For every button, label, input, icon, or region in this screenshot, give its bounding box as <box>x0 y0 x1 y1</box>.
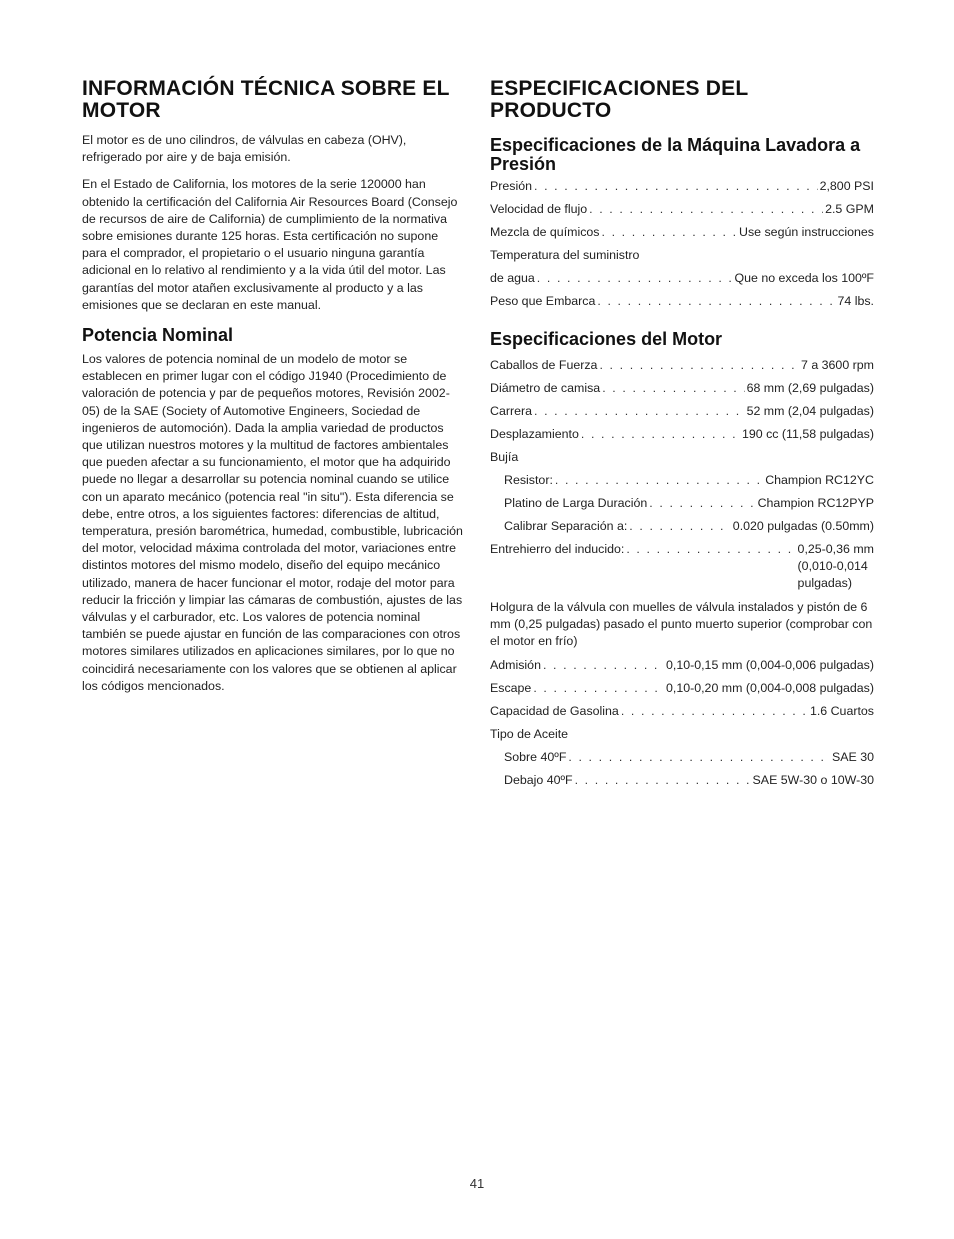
spec-row-temp-line1: Temperatura del suministro <box>490 248 640 262</box>
entrehierro-value-mm: 0,25-0,36 mm <box>797 542 874 556</box>
spec-row-presion: Presión . . . 2,800 PSI <box>490 178 874 201</box>
entrehierro-value-in: (0,010-0,014 <box>797 559 868 574</box>
potencia-nominal-paragraph: Los valores de potencia nominal de un modelo de motor se establecen en primer lugar con el código J1940 (Procedimiento de valoración de potencia y par de pequeños motores, Revisión 2002-05) de la SAE (Society of Automotive Engineers, Sociedad de ingenieros de automoción). Dada la amplia variedad de productos que utilizan nuestros motores y la multitud de factores ambientales que pueden afectar a su funcionamiento, el motor que ha adquirido puede no llegar a desarrollar su potencia nominal cuando se utilice con un aparato mecánico (potencia real "in situ"). Esta diferencia se debe, entre otros, a los siguientes factores: diferencias de altitud, temperatura, presión barométrica, humedad, combustible, lubricación del motor, velocidad máxima controlada del motor, variaciones entre distintos motores del mismo modelo, diseño del equipo mecánico utilizado, manera de hacer funcionar el motor, rodaje del motor para reducir la fricción y limpiar las cámaras de combustión, ajustes de las válvulas y el carburador, etc. Los valores de potencia nominal también se puede ajustar en función de las comparaciones con otros motores similares utilizados en aplicaciones similares, por lo que no coincidirá necesariamente con los valores que se obtienen al aplicar los códigos mencionados. <box>82 352 463 693</box>
page-number: 41 <box>469 1176 485 1191</box>
motor-specs-heading: Especificaciones del Motor <box>490 329 723 349</box>
spec-row-gasolina: Capacidad de Gasolina . . . 1.6 Cuartos <box>490 703 874 726</box>
spec-row-admision: Admisión . . . 0,10-0,15 mm (0,004-0,006 pulgadas) <box>490 657 874 680</box>
holgura-paragraph: Holgura de la válvula con muelles de válvula instalados y pistón de 6 mm (0,25 pulgadas) pasado el punto muerto superior (comprobar con el motor en frío) <box>490 599 873 649</box>
right-column <box>490 78 874 795</box>
spec-row-peso: Peso que Embarca . . . 74 lbs. <box>490 293 874 316</box>
spec-row-resistor: Resistor: . . . Champion RC12YC <box>490 472 874 495</box>
spec-row-quimicos: Mezcla de químicos . . . Use según instrucciones <box>490 224 874 247</box>
spec-row-sobre: Sobre 40ºF . . . SAE 30 <box>490 749 874 772</box>
product-specs-title: ESPECIFICACIONES DEL PRODUCTO <box>490 77 748 122</box>
motor-specs-list <box>490 357 874 795</box>
spec-row-platino: Platino de Larga Duración . . . Champion RC12PYP <box>490 495 874 518</box>
spec-row-debajo: Debajo 40ºF . . . SAE 5W-30 o 10W-30 <box>490 772 874 795</box>
spec-row-desplazamiento: Desplazamiento . . . 190 cc (11,58 pulgadas) <box>490 426 874 449</box>
spec-row-aceite: Tipo de Aceite <box>490 727 569 742</box>
spec-row-carrera: Carrera . . . 52 mm (2,04 pulgadas) <box>490 403 874 426</box>
spec-row-hp: Caballos de Fuerza . . . 7 a 3600 rpm <box>490 357 874 380</box>
entrehierro-value-unit: pulgadas) <box>797 576 852 591</box>
washer-specs-heading: Especificaciones de la Máquina Lavadora a Presión <box>490 135 861 174</box>
left-column <box>82 78 466 695</box>
spec-row-bujia: Bujía <box>490 450 519 464</box>
potencia-nominal-heading: Potencia Nominal <box>82 325 234 346</box>
engine-intro-paragraph: El motor es de uno cilindros, de válvulas en cabeza (OHV), refrigerado por aire y de baja emisión. <box>82 133 407 165</box>
spec-row-entrehierro: Entrehierro del inducido: . . . 0,25-0,36 mm (0,010-0,014 pulgadas) <box>490 541 874 593</box>
california-paragraph: En el Estado de California, los motores de la serie 120000 han obtenido la certificación del California Air Resources Board (Consejo de recursos de aire de California) de cumplimiento de la normativa sobre emisiones durante 125 horas. Esta certificación no supone para el comprador, el propietario o el usuario ninguna garantía adicional en lo relativo al rendimiento y a la vida útil del motor. Las garantías del motor atañen exclusivamente al producto y a las emisiones que se declaran en este manual. <box>82 177 458 312</box>
spec-row-escape: Escape . . . 0,10-0,20 mm (0,004-0,008 pulgadas) <box>490 680 874 703</box>
engine-info-title: INFORMACIÓN TÉCNICA SOBRE EL MOTOR <box>82 77 450 122</box>
spec-row-diametro: Diámetro de camisa . . . 68 mm (2,69 pulgadas) <box>490 380 874 403</box>
spec-row-flujo: Velocidad de flujo . . . 2.5 GPM <box>490 201 874 224</box>
spec-row-temp: de agua . . . Que no exceda los 100ºF <box>490 270 874 293</box>
washer-specs-list <box>490 178 874 316</box>
spec-row-calibrar: Calibrar Separación a: . . . 0.020 pulgadas (0.50mm) <box>490 518 874 541</box>
